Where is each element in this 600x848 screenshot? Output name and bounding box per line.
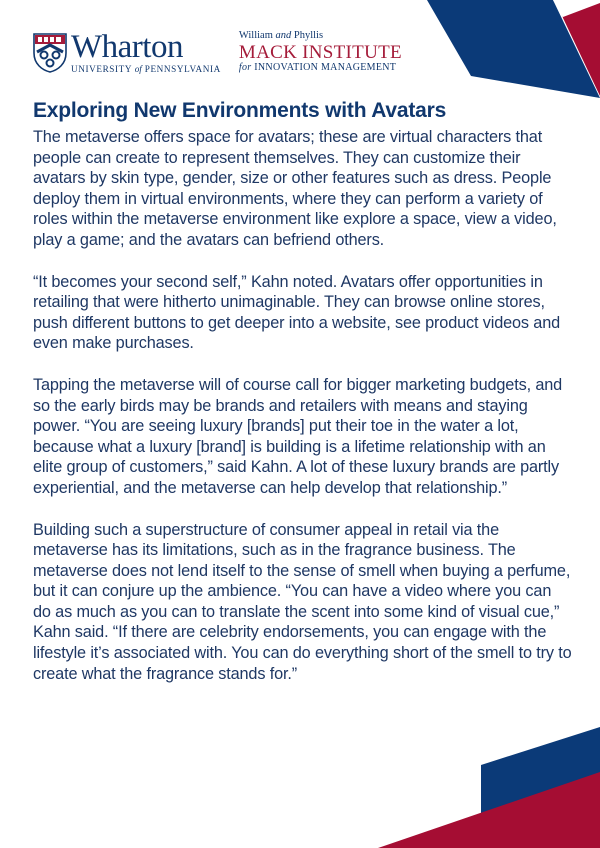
wharton-subtitle-university: UNIVERSITY: [71, 64, 132, 75]
article-paragraph-2: “It becomes your second self,” Kahn noted. Avatars offer opportunities in retailing that were hitherto unimaginable. They can browse online stores, push different buttons to get deeper into a website, see product videos and even make purchases.: [33, 272, 561, 353]
article-paragraph-3: Tapping the metaverse will of course call for bigger marketing budgets, and so the early birds may be brands and retailers with means and staying power. “You are seeing luxury [brands] put their toe in the water a lot, because what a luxury [brand] is building is a lifetime relationship with an elite group of customers,” said Kahn. A lot of these luxury brands are partly experiential, and the metaverse can help develop that relationship.”: [33, 375, 563, 497]
top-white-notch: [553, 0, 600, 17]
header-logos: [33, 30, 402, 76]
penn-shield-icon: [33, 33, 67, 73]
wharton-wordmark: Wharton: [71, 29, 183, 66]
wharton-logo: [71, 31, 221, 74]
article: [33, 97, 573, 705]
mack-institute-logo: [239, 31, 402, 73]
mack-subtitle: [239, 63, 402, 73]
mack-sub-for: for: [238, 61, 252, 73]
wharton-subtitle: [71, 65, 221, 74]
mack-donors: [239, 31, 402, 42]
mack-donor-2: Phyllis: [293, 30, 324, 42]
article-title: Exploring New Environments with Avatars: [33, 99, 447, 122]
bottom-red-shape: [378, 772, 600, 848]
top-red-shape: [559, 0, 600, 96]
article-paragraph-4: Building such a superstructure of consumer appeal in retail via the metaverse has its limitations, such as in the fragrance business. The metaverse does not lend itself to the sense of smell when buying a perfume, but it can conjure up the ambience. “You can have a video where you can do as much as you can to translate the scent into some kind of visual cue,” Kahn said. “If there are celebrity endorsements, you can engage with the lifestyle it’s associated with. You can do everything short of the smell to try to create what the fragrance stands for.”: [33, 520, 572, 683]
mack-and: and: [275, 30, 292, 42]
wharton-subtitle-penn: PENNSYLVANIA: [144, 64, 221, 75]
mack-sub-rest: INNOVATION MANAGEMENT: [254, 61, 397, 73]
wharton-subtitle-of: of: [134, 64, 142, 75]
article-paragraph-1: The metaverse offers space for avatars; these are virtual characters that people can create to represent themselves. They can customize their avatars by skin type, gender, size or other features such as dress. People deploy them in virtual environments, where they can perform a variety of roles within the metaverse environment like explore a space, view a video, play a game; and the avatars can befriend others.: [33, 128, 557, 249]
bottom-navy-shape: [481, 727, 600, 848]
mack-name: MACK INSTITUTE: [238, 41, 402, 63]
top-navy-shape: [427, 0, 600, 98]
mack-donor-1: William: [238, 30, 273, 42]
